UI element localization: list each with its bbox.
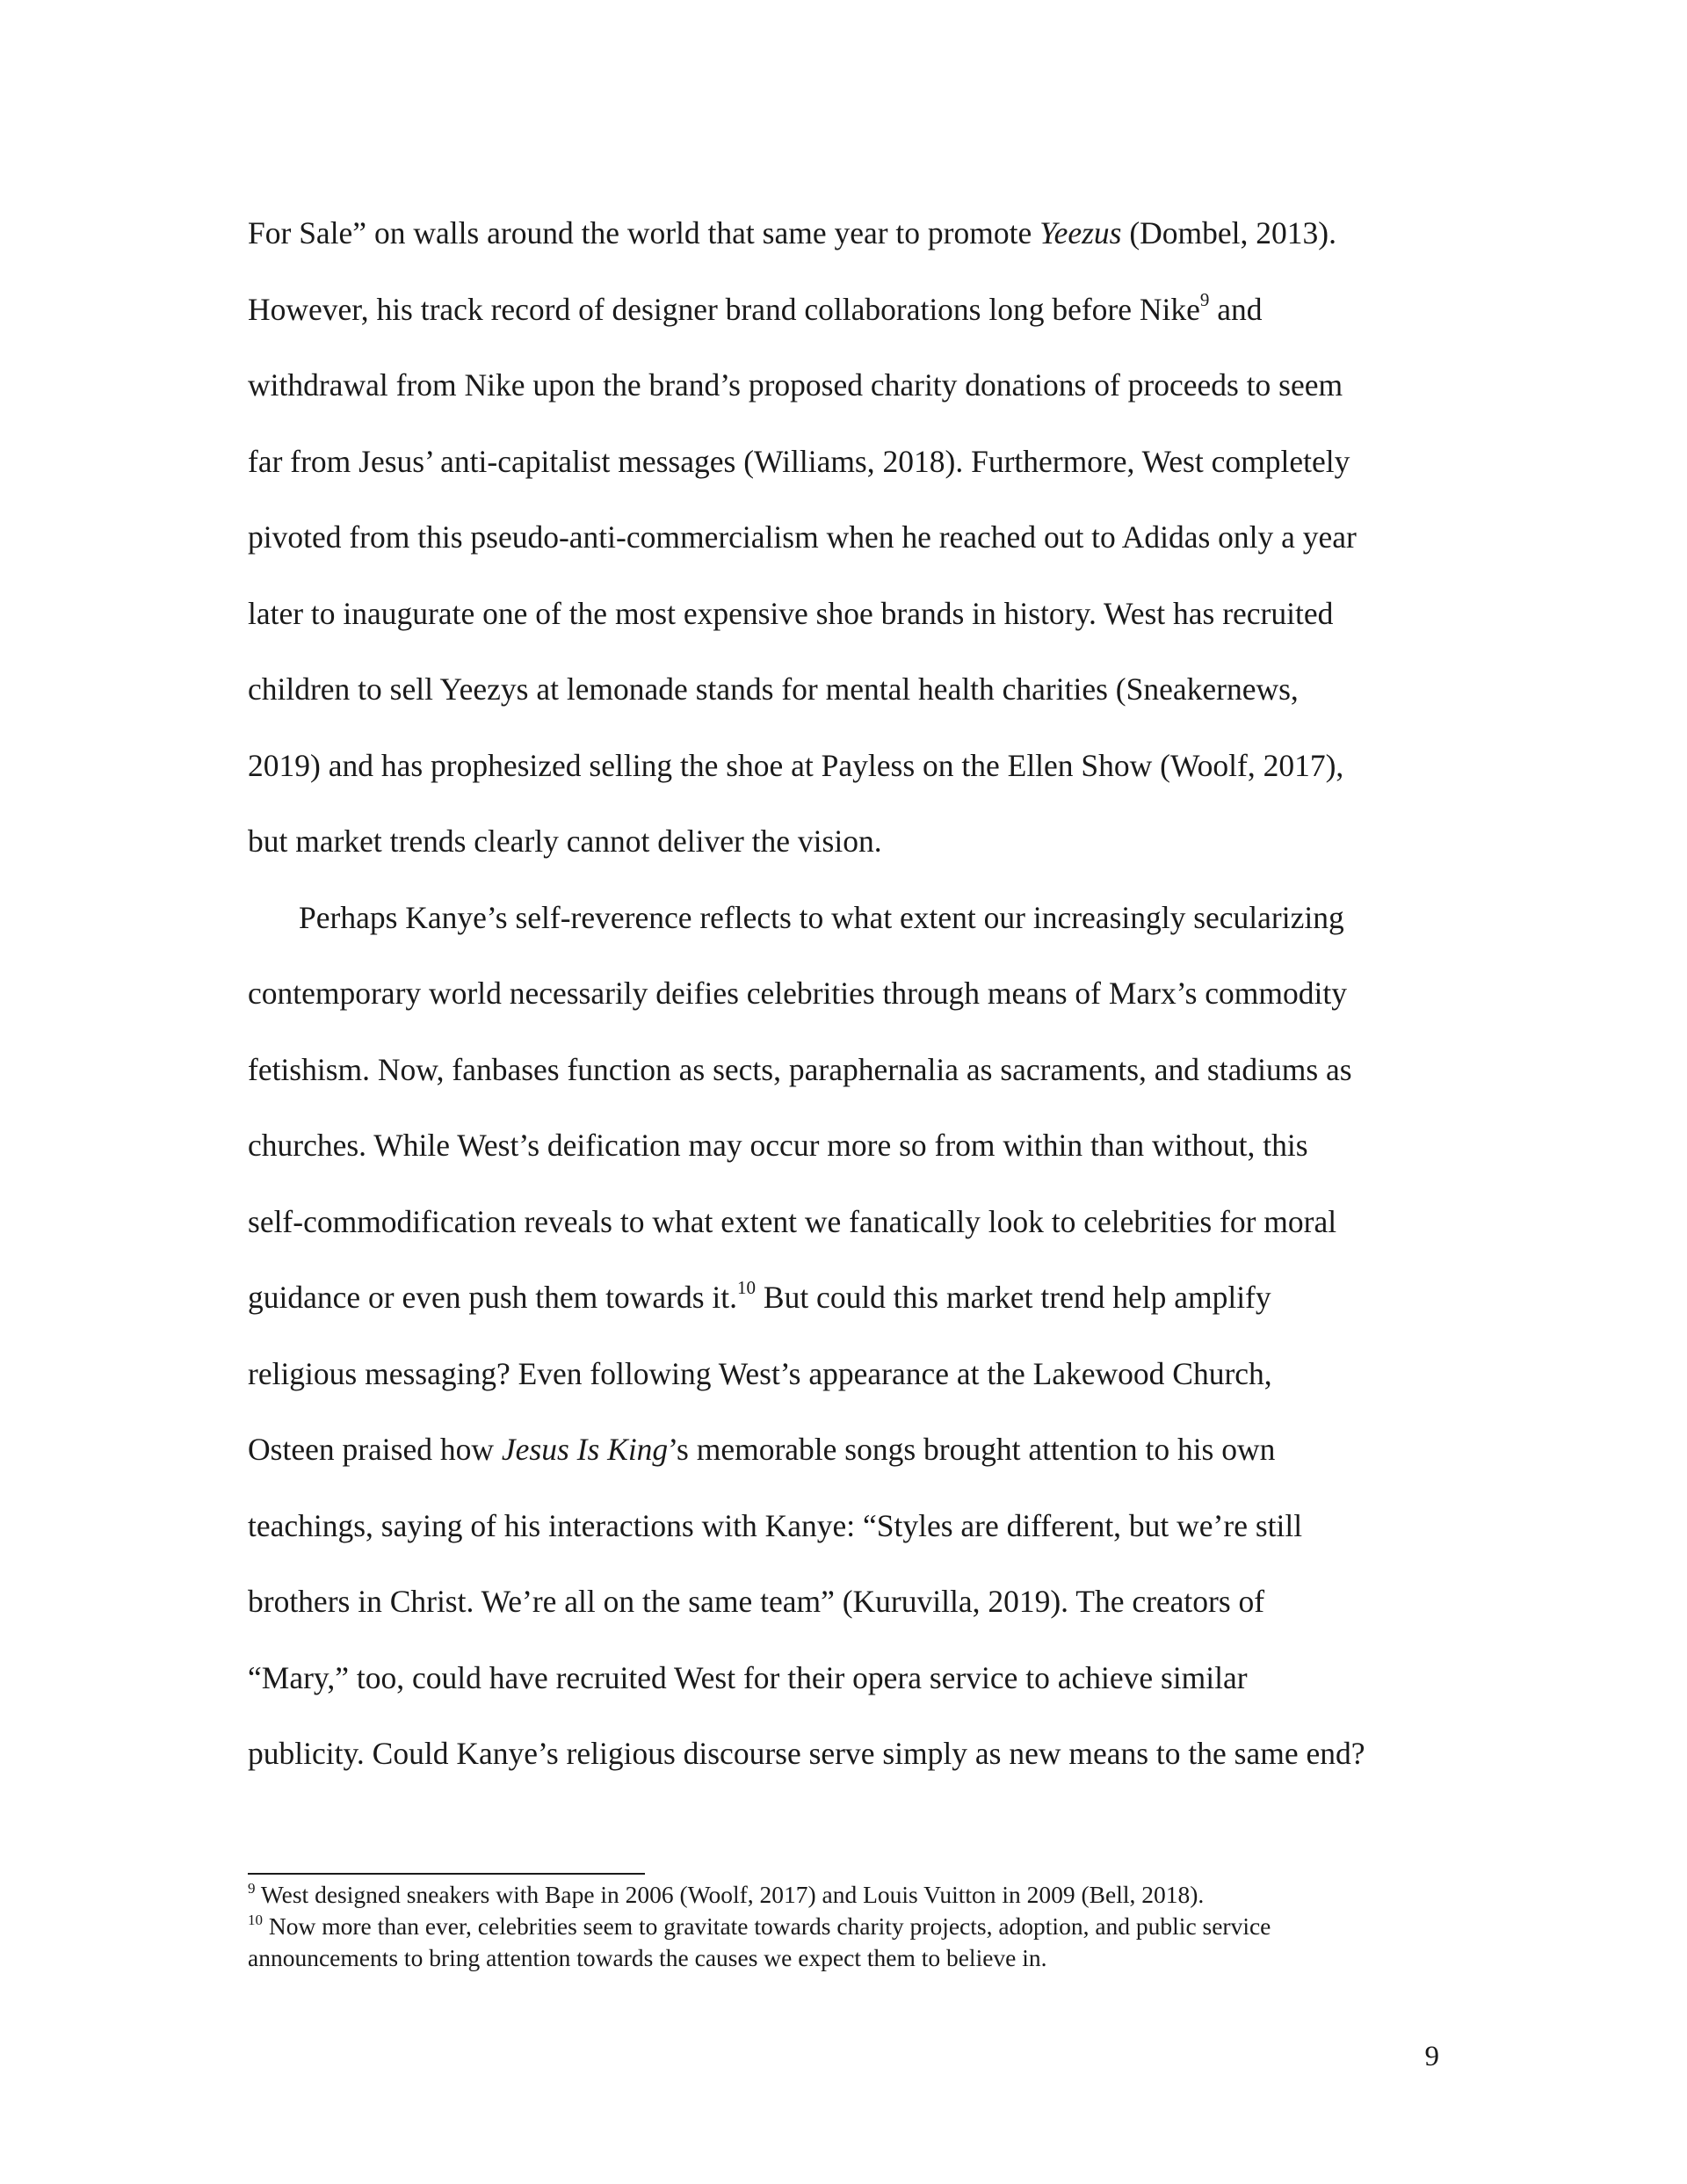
text-line: Osteen praised how Jesus Is King’s memorable songs brought attention to his own — [248, 1432, 1276, 1467]
text-line: fetishism. Now, fanbases function as sects, paraphernalia as sacraments, and stadiums as — [248, 1051, 1352, 1087]
text-line: For Sale” on walls around the world that same year to promote Yeezus (Dombel, 2013). — [248, 215, 1336, 250]
text-line: later to inaugurate one of the most expensive shoe brands in history. West has recruited — [248, 595, 1334, 631]
text-line: “Mary,” too, could have recruited West for their opera service to achieve similar — [248, 1659, 1248, 1695]
paragraph-1 — [248, 195, 1452, 880]
text-line: religious messaging? Even following West’s appearance at the Lakewood Church, — [248, 1355, 1272, 1391]
footnote-number: 10 — [248, 1912, 263, 1928]
page-number: 9 — [1424, 2041, 1439, 2072]
text-line: Perhaps Kanye’s self-reverence reflects to what extent our increasingly secularizing — [299, 899, 1344, 935]
footnote-ref-9: 9 — [1199, 288, 1210, 310]
footnote-ref-10: 10 — [737, 1277, 757, 1298]
text-line: contemporary world necessarily deifies celebrities through means of Marx’s commodity — [248, 976, 1348, 1011]
footnote-10 — [248, 1911, 1495, 1974]
text-line: teachings, saying of his interactions with Kanye: “Styles are different, but we’re still — [248, 1507, 1303, 1543]
album-title: Jesus Is King — [501, 1432, 669, 1467]
text-line: but market trends clearly cannot deliver the vision. — [248, 824, 882, 859]
body-text — [248, 195, 1452, 1792]
text-line: withdrawal from Nike upon the brand’s proposed charity donations of proceeds to seem — [248, 367, 1343, 403]
text-line: publicity. Could Kanye’s religious discourse serve simply as new means to the same end? — [248, 1736, 1365, 1771]
paragraph-2 — [248, 880, 1452, 1792]
album-title: Yeezus — [1039, 215, 1122, 250]
footnote-number: 9 — [248, 1880, 256, 1897]
text-line: guidance or even push them towards it.$^{10}$ But could this market trend help amplify — [248, 1277, 1271, 1315]
footnote-separator — [248, 1873, 645, 1875]
text-line: 2019) and has prophesized selling the shoe at Payless on the Ellen Show (Woolf, 2017), — [248, 747, 1344, 783]
footnote-9 — [248, 1879, 1495, 1911]
text-line: children to sell Yeezys at lemonade stands for mental health charities (Sneakernews, — [248, 671, 1299, 707]
text-line: However, his track record of designer brand collaborations long before Nike$^9$ and — [248, 288, 1263, 327]
footnote-line: announcements to bring attention towards the causes we expect them to believe in. — [248, 1944, 1047, 1971]
footnote-line: $^{10}$ Now more than ever, celebrities seem to gravitate towards charity projects, adoption, and public service — [248, 1912, 1271, 1940]
footnote-line: $^9$ West designed sneakers with Bape in 2006 (Woolf, 2017) and Louis Vuitton in 2009 (Bell, 2018). — [248, 1880, 1205, 1908]
text-line: churches. While West’s deification may occur more so from within than without, this — [248, 1128, 1308, 1163]
text-line: brothers in Christ. We’re all on the same team” (Kuruvilla, 2019). The creators of — [248, 1584, 1265, 1619]
text-line: far from Jesus’ anti-capitalist messages (Williams, 2018). Furthermore, West completely — [248, 443, 1350, 479]
text-line: self-commodification reveals to what extent we fanatically look to celebrities for moral — [248, 1203, 1337, 1239]
text-line: pivoted from this pseudo-anti-commercialism when he reached out to Adidas only a year — [248, 519, 1357, 555]
footnotes — [248, 1879, 1495, 1974]
